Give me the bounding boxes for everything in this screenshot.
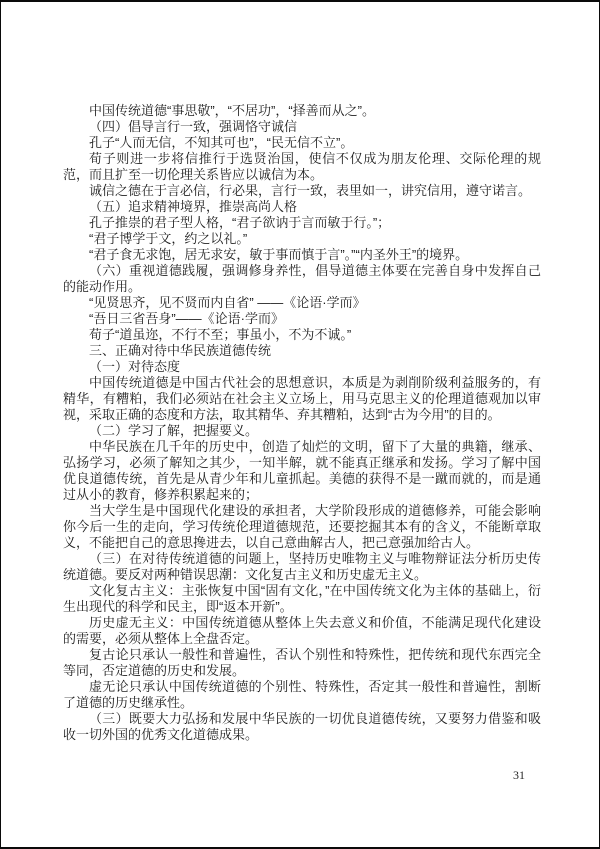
- paragraph: 中国传统道德“事思敬”，“不居功”，“择善而从之”。: [89, 103, 375, 118]
- paragraph: 虚无论只承认中国传统道德的个别性、特殊性，否定其一般性和普遍性，割断了道德的历史继承性。: [63, 679, 541, 710]
- paragraph: 当大学生是中国现代化建设的承担者，大学阶段形成的道德修养，可能会影响你今后一生的走向，学习传统伦理道德规范，还要挖掘其本有的含义，不能断章取义，不能把自己的意思搀进去，以自己意曲解古人，把己意强加给古人。: [63, 503, 541, 550]
- paragraph: 孔子“人而无信，不知其可也”，“民无信不立”。: [89, 135, 354, 150]
- paragraph: （五）追求精神境界，推崇高尚人格: [89, 199, 298, 214]
- paragraph: 荀子则进一步将信推行于选贤治国，使信不仅成为朋友伦理、交际伦理的规范，而且扩至一切伦理关系皆应以诚信为本。: [63, 151, 541, 182]
- paragraph: （一）对待态度: [89, 359, 181, 374]
- page-number: 31: [513, 768, 525, 782]
- paragraph: “吾日三省吾身”——《论语·学而》: [89, 311, 284, 326]
- paragraph: 文化复古主义：主张恢复中国“固有文化，”在中国传统文化为主体的基础上，衍生出现代的科学和民主，即“返本开新”。: [63, 583, 541, 614]
- paragraph: 中华民族在几千年的历史中，创造了灿烂的文明，留下了大量的典籍，继承、弘扬学习，必须了解知之其少，一知半解，就不能真正继承和发扬。学习了解中国优良道德传统，首先是从青少年和儿童抓起。美德的获得不是一蹴而就的，而是通过从小的教育，修养积累起来的；: [63, 439, 541, 502]
- paragraph: （六）重视道德践履，强调修身养性，倡导道德主体要在完善自身中发挥自己的能动作用。: [63, 263, 541, 294]
- paragraph: 荀子“道虽迩，不行不至；事虽小，不为不诚。”: [89, 327, 352, 342]
- paragraph: （四）倡导言行一致，强调恪守诚信: [89, 119, 298, 134]
- paragraph: 孔子推崇的君子型人格，“君子欲讷于言而敏于行。”；: [89, 215, 391, 230]
- paragraph: 诚信之德在于言必信，行必果，言行一致，表里如一，讲究信用，遵守诺言。: [89, 183, 532, 198]
- paragraph: 三、正确对待中华民族道德传统: [89, 343, 272, 358]
- paragraph: 中国传统道德是中国古代社会的思想意识，本质是为剥削阶级利益服务的，有精华，有糟粕，我们必须站在社会主义立场上，用马克思主义的伦理道德观加以审视，采取正确的态度和方法，取其精华、弃其糟粕，达到“古为今用”的目的。: [63, 375, 541, 422]
- page-body-text: [63, 103, 541, 743]
- paragraph: 历史虚无主义：中国传统道德从整体上失去意义和价值，不能满足现代化建设的需要，必须从整体上全盘否定。: [63, 615, 541, 646]
- paragraph: （三）既要大力弘扬和发展中华民族的一切优良道德传统，又要努力借鉴和吸收一切外国的优秀文化道德成果。: [63, 711, 541, 742]
- paragraph: “见贤思齐，见不贤而内自省” ——《论语·学而》: [89, 295, 366, 310]
- paragraph: 复古论只承认一般性和普遍性，否认个别性和特殊性，把传统和现代东西完全等同，否定道德的历史和发展。: [63, 647, 541, 678]
- paragraph: （二）学习了解，把握要义。: [89, 423, 259, 438]
- paragraph: “君子博学于文，约之以礼。”: [89, 231, 248, 246]
- paragraph: “君子食无求饱，居无求安，敏于事而慎于言”。”“内圣外王”的境界。: [89, 247, 469, 262]
- paragraph: （三）在对待传统道德的问题上，坚持历史唯物主义与唯物辩证法分析历史传统道德。要反对两种错误思潮：文化复古主义和历史虚无主义。: [63, 551, 541, 582]
